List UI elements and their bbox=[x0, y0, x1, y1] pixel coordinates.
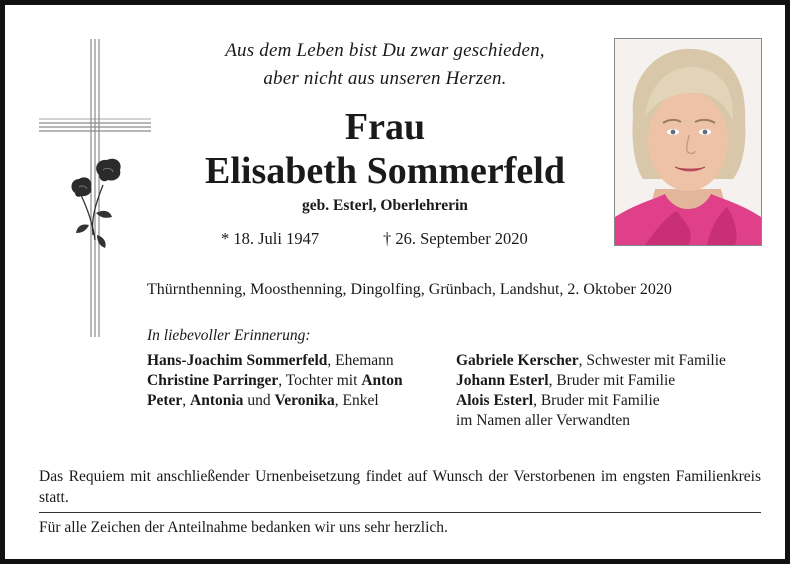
divider bbox=[39, 512, 761, 513]
death-date-text: 26. September 2020 bbox=[395, 229, 528, 248]
deceased-name bbox=[165, 105, 605, 193]
locations-date: Thürnthenning, Moosthenning, Dingolfing, Grünbach, Landshut, 2. Oktober 2020 bbox=[147, 281, 672, 298]
rose-icon bbox=[72, 159, 121, 248]
mourners-left bbox=[147, 351, 403, 411]
birth-symbol: * bbox=[221, 229, 230, 248]
mourner-line: Johann Esterl, Bruder mit Familie bbox=[456, 372, 676, 389]
memorial-quote bbox=[185, 37, 585, 93]
mourner-line: Hans-Joachim Sommerfeld, Ehemann bbox=[147, 352, 394, 369]
quote-line-1: Aus dem Leben bist Du zwar geschieden, bbox=[225, 40, 545, 61]
portrait-image bbox=[615, 39, 761, 245]
birth-date bbox=[221, 229, 319, 249]
thanks-note: Für alle Zeichen der Anteilnahme bedanken wir uns sehr herzlich. bbox=[39, 519, 448, 536]
mourner-line: Alois Esterl, Bruder mit Familie bbox=[456, 392, 660, 409]
cross-icon bbox=[33, 35, 158, 340]
death-symbol: † bbox=[383, 229, 392, 248]
full-name: Elisabeth Sommerfeld bbox=[205, 150, 565, 192]
mourner-line: Gabriele Kerscher, Schwester mit Familie bbox=[456, 352, 726, 369]
mourners-right bbox=[456, 351, 726, 431]
mourner-line: im Namen aller Verwandten bbox=[456, 412, 631, 429]
salutation: Frau bbox=[344, 106, 426, 148]
birth-date-text: 18. Juli 1947 bbox=[233, 229, 320, 248]
portrait-photo bbox=[614, 38, 762, 246]
name-subtitle: geb. Esterl, Oberlehrerin bbox=[302, 197, 468, 214]
requiem-notice: Das Requiem mit anschließender Urnenbeisetzung findet auf Wunsch der Verstorbenen im engsten Familienkreis statt. bbox=[39, 468, 761, 506]
mourner-line: Peter, Antonia und Veronika, Enkel bbox=[147, 392, 379, 409]
death-date bbox=[383, 229, 528, 249]
mourner-line: Christine Parringer, Tochter mit Anton bbox=[147, 372, 403, 389]
memory-heading: In liebevoller Erinnerung: bbox=[147, 327, 311, 344]
quote-line-2: aber nicht aus unseren Herzen. bbox=[263, 68, 507, 89]
